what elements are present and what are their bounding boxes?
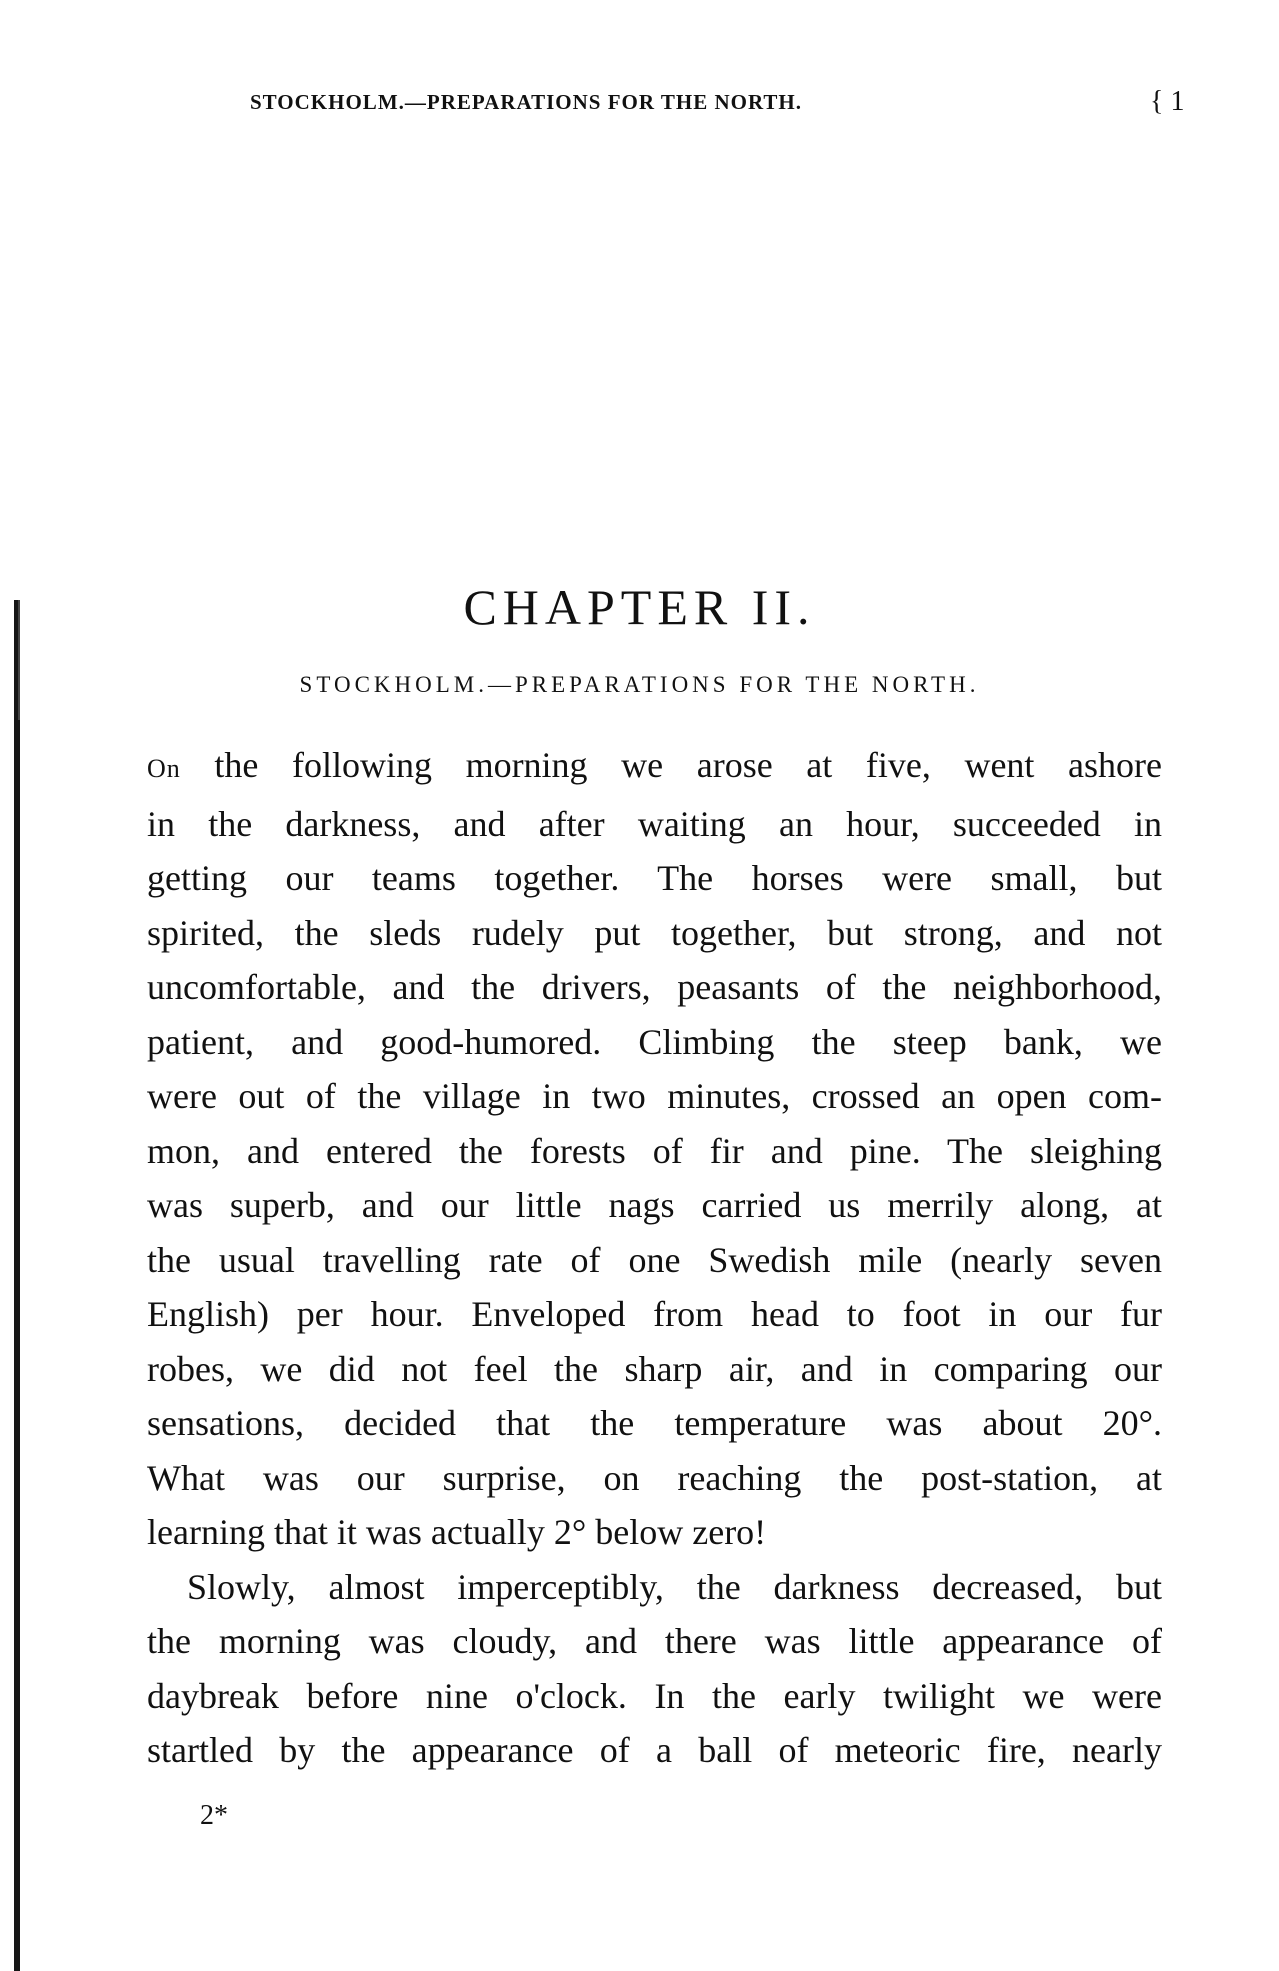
chapter-subtitle: STOCKHOLM.—PREPARATIONS FOR THE NORTH. (299, 672, 980, 697)
text-line (147, 738, 1162, 797)
text-line: patient, and good-humored. Climbing the steep bank, we (147, 1021, 1162, 1062)
text-line: startled by the appearance of a ball of meteoric fire, nearly (147, 1730, 1162, 1770)
page-number: { 1 (1150, 86, 1185, 117)
body-text (147, 738, 1162, 1778)
text-line: mon, and entered the forests of fir and pine. The sleighing (147, 1130, 1162, 1171)
text-line: learning that it was actually 2° below zero! (147, 1512, 767, 1552)
text-line: daybreak before nine o'clock. In the early twilight we were (147, 1675, 1162, 1716)
signature-mark: 2* (200, 1800, 228, 1831)
text-line: in the darkness, and after waiting an hour, succeeded in (147, 803, 1162, 844)
text-line: were out of the village in two minutes, crossed an open com- (147, 1076, 1162, 1116)
text-line: sensations, decided that the temperature was about 20°. (147, 1403, 1162, 1443)
chapter-title: CHAPTER II. (463, 579, 816, 635)
text-line: was superb, and our little nags carried us merrily along, at (147, 1185, 1162, 1225)
text-line: the morning was cloudy, and there was little appearance of (147, 1621, 1162, 1661)
text-line: getting our teams together. The horses were small, but (147, 858, 1162, 898)
text-line: robes, we did not feel the sharp air, and in comparing our (147, 1348, 1162, 1389)
text-line: Slowly, almost imperceptibly, the darkness decreased, but (187, 1566, 1162, 1607)
text-line: the usual travelling rate of one Swedish mile (nearly seven (147, 1239, 1162, 1280)
running-head: STOCKHOLM.—PREPARATIONS FOR THE NORTH. (250, 90, 803, 114)
paragraph-2 (147, 1560, 1162, 1778)
text-line: What was our surprise, on reaching the post-station, at (147, 1457, 1162, 1498)
text-line-rest: the following morning we arose at five, went ashore (180, 745, 1162, 785)
text-line: English) per hour. Enveloped from head to foot in our fur (147, 1294, 1162, 1334)
page-edge-rule (14, 600, 20, 1971)
opening-word: On (147, 754, 181, 783)
text-line: spirited, the sleds rudely put together, but strong, and not (147, 912, 1162, 953)
paragraph-1 (147, 738, 1162, 1560)
text-line: uncomfortable, and the drivers, peasants of the neighborhood, (147, 967, 1162, 1007)
